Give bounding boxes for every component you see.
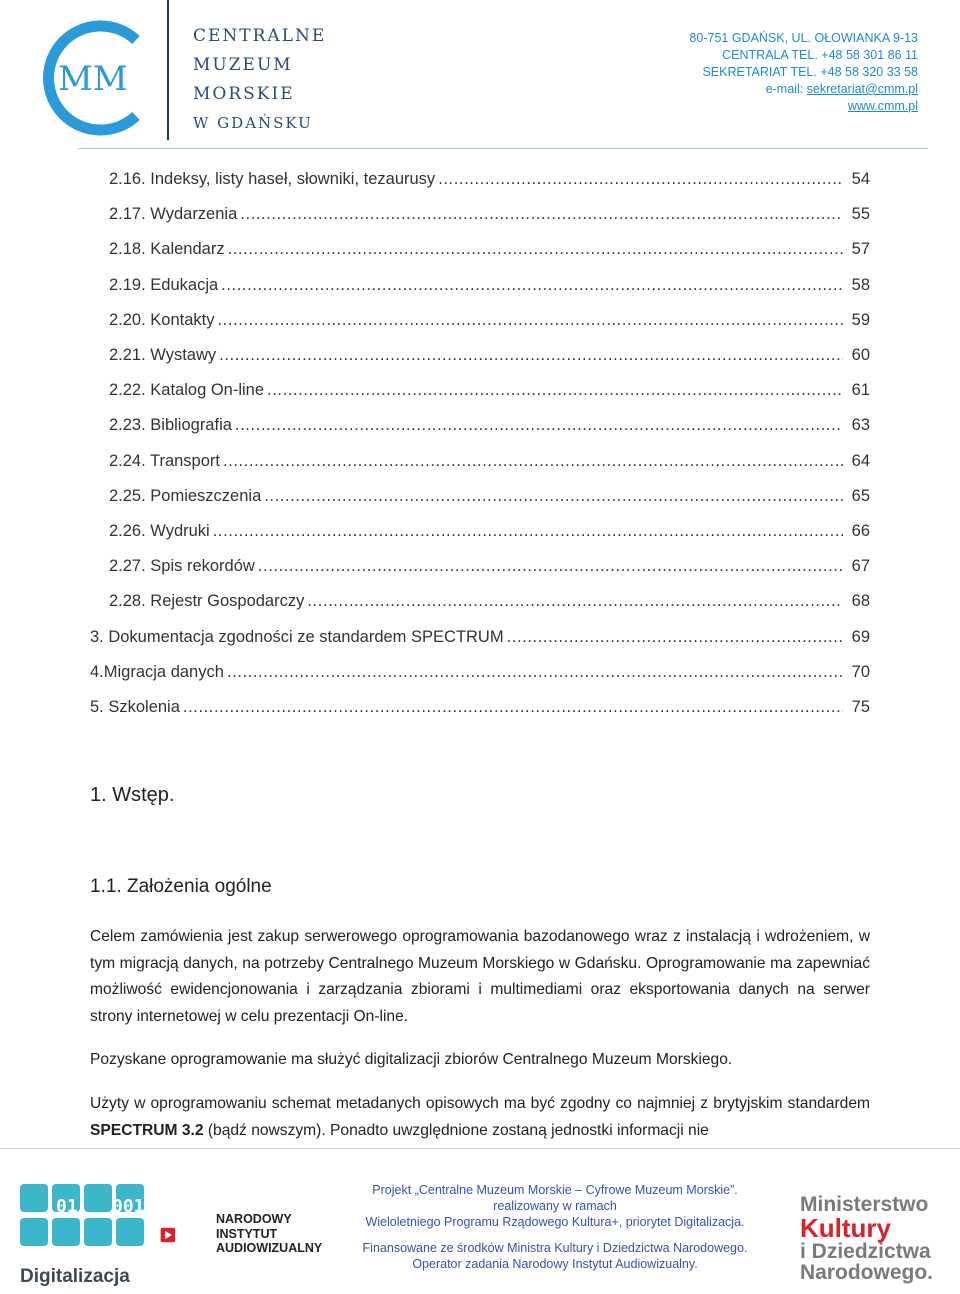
- project-line: Projekt „Centralne Muzeum Morskie – Cyfrowe Muzeum Morskie”.: [372, 1183, 738, 1197]
- contact-info: [689, 30, 918, 115]
- toc-leader-dots: [264, 487, 843, 506]
- toc-leader-dots: [228, 240, 843, 259]
- toc-leader-dots: [219, 346, 843, 365]
- toc-entry-page: 67: [851, 557, 870, 576]
- digit-label: Digitalizacja: [20, 1266, 130, 1287]
- toc-leader-dots: [240, 205, 843, 224]
- toc-entry-label: 2.16. Indeksy, listy haseł, słowniki, tezaurusy: [109, 170, 436, 188]
- museum-name-line: W GDAŃSKU: [193, 114, 313, 132]
- museum-name-line: MORSKIE: [193, 84, 295, 104]
- toc-leader-dots: [307, 592, 843, 611]
- paragraph-2: Pozyskane oprogramowanie ma służyć digitalizacji zbiorów Centralnego Muzeum Morskiego.: [90, 1051, 733, 1068]
- project-line: realizowany w ramach: [493, 1199, 617, 1213]
- nina-line: AUDIOWIZUALNY: [216, 1241, 323, 1255]
- subsection-heading: 1.1. Założenia ogólne: [90, 876, 272, 897]
- email-link[interactable]: sekretariat@cmm.pl: [806, 82, 918, 96]
- header-divider: [78, 148, 928, 149]
- toc-entry[interactable]: [109, 592, 870, 622]
- museum-name: [193, 22, 326, 138]
- toc-entry-label: 2.26. Wydruki: [109, 522, 210, 540]
- toc-leader-dots: [267, 381, 843, 400]
- paragraph-3-bold: SPECTRUM 3.2: [90, 1121, 204, 1139]
- nina-line: NARODOWY: [216, 1212, 292, 1226]
- toc-entry-label: 2.28. Rejestr Gospodarczy: [109, 592, 305, 611]
- museum-name-line: CENTRALNE: [193, 26, 327, 46]
- paragraph-3-text-end: (bądź nowszym). Ponadto uwzględnione zostaną jednostki informacji nie: [203, 1121, 709, 1139]
- toc-entry-label: 2.25. Pomieszczenia: [109, 486, 262, 505]
- toc-entry-label: 2.23. Bibliografia: [109, 416, 232, 435]
- address: 80-751 GDAŃSK, UL. OŁOWIANKA 9-13: [689, 31, 918, 45]
- website-link[interactable]: www.cmm.pl: [847, 99, 918, 113]
- website-line: [689, 98, 918, 115]
- toc-entry-page: 64: [851, 451, 870, 470]
- toc-entry[interactable]: [90, 628, 870, 658]
- toc-leader-dots: [227, 663, 843, 682]
- toc-leader-dots: [235, 416, 843, 435]
- toc-entry-page: 57: [851, 240, 870, 259]
- ministry-line: i Dziedzictwa: [800, 1240, 931, 1263]
- toc-entry[interactable]: [90, 698, 870, 728]
- digitalizacja-logo-icon: [18, 1182, 148, 1287]
- toc-entry[interactable]: [109, 346, 870, 376]
- toc-entry-page: 63: [851, 416, 870, 435]
- ministry-logo: [800, 1194, 933, 1283]
- toc-entry-page: 58: [851, 275, 870, 294]
- toc-entry-page: 54: [851, 170, 870, 188]
- email-line: [689, 81, 918, 98]
- toc-entry[interactable]: [109, 557, 870, 587]
- toc-entry-page: 70: [851, 662, 870, 681]
- ministry-line: Ministerstwo: [800, 1193, 929, 1216]
- project-info: [335, 1182, 775, 1272]
- toc-entry[interactable]: [109, 240, 870, 270]
- nina-name: [216, 1212, 322, 1256]
- toc-entry-page: 69: [851, 627, 870, 646]
- toc-entry[interactable]: [109, 522, 870, 552]
- toc-leader-dots: [438, 170, 843, 189]
- toc-entry[interactable]: [109, 381, 870, 411]
- toc-entry-label: 2.20. Kontakty: [109, 310, 215, 329]
- logo-divider: [167, 0, 169, 140]
- toc-entry-page: 66: [851, 522, 870, 540]
- project-line: Wieloletniego Programu Rządowego Kultura+, priorytet Digitalizacja.: [365, 1215, 745, 1229]
- toc-entry-label: 3. Dokumentacja zgodności ze standardem SPECTRUM: [90, 627, 504, 646]
- email-label: e-mail:: [765, 82, 807, 96]
- toc-entry-label: 2.24. Transport: [109, 451, 220, 470]
- toc-entry-label: 2.17. Wydarzenia: [109, 205, 238, 224]
- toc-entry-label: 2.27. Spis rekordów: [109, 557, 255, 576]
- central-phone: CENTRALA TEL. +48 58 301 86 11: [722, 48, 918, 62]
- toc-entry[interactable]: [109, 205, 870, 235]
- paragraph-1: Celem zamówienia jest zakup serwerowego oprogramowania bazodanowego wraz z instalacją i wdrożeniem, w tym migracją danych, na potrzeby Centralnego Muzeum Morskiego w Gdańsku. Oprogramowanie ma zapewniać możliwość ewidencjonowania i zarządzania zbiorami i multimediami oraz eksportowania danych na serwer strony internetowej w celu prezentacji On-line.: [90, 928, 870, 1025]
- toc-entry[interactable]: [90, 663, 870, 693]
- toc-leader-dots: [183, 698, 843, 717]
- section-heading: 1. Wstęp.: [90, 784, 175, 806]
- toc-entry-label: 2.22. Katalog On-line: [109, 381, 265, 400]
- secretariat-phone: SEKRETARIAT TEL. +48 58 320 33 58: [702, 65, 918, 79]
- digit-code: 01: [56, 1196, 78, 1217]
- toc-entry-page: 75: [851, 698, 870, 716]
- toc-entry-label: 5. Szkolenia: [90, 698, 180, 716]
- logo-letters: MM: [58, 59, 128, 99]
- toc-entry-page: 59: [851, 310, 870, 329]
- toc-entry-page: 55: [851, 205, 870, 224]
- toc-entry[interactable]: [109, 311, 870, 341]
- museum-name-line: MUZEUM: [193, 55, 293, 75]
- toc-entry-page: 68: [851, 592, 870, 611]
- paragraph-3-text: Użyty w oprogramowaniu schemat metadanych opisowych ma być zgodny co najmniej z brytyjskim standardem: [90, 1095, 870, 1112]
- toc-entry-page: 65: [851, 486, 870, 505]
- toc-leader-dots: [218, 311, 844, 330]
- toc-entry[interactable]: [109, 487, 870, 517]
- toc-entry[interactable]: [109, 416, 870, 446]
- ministry-line: Narodowego.: [800, 1261, 934, 1284]
- funding-line: Finansowane ze środków Ministra Kultury i Dziedzictwa Narodowego.: [362, 1241, 748, 1255]
- toc-leader-dots: [221, 276, 843, 295]
- ministry-line: Kultury: [800, 1213, 891, 1243]
- digit-code: 001: [112, 1196, 145, 1217]
- toc-leader-dots: [258, 557, 843, 576]
- toc-entry-label: 4.Migracja danych: [90, 662, 224, 681]
- museum-logo-icon: [36, 18, 156, 138]
- paragraph-3: [90, 1091, 870, 1144]
- toc-entry[interactable]: [109, 452, 870, 482]
- toc-leader-dots: [223, 452, 843, 471]
- toc-leader-dots: [507, 628, 843, 647]
- page-header: [0, 0, 960, 152]
- nina-line: INSTYTUT: [216, 1226, 278, 1241]
- toc-entry[interactable]: [109, 170, 870, 200]
- toc-entry-label: 2.18. Kalendarz: [109, 240, 225, 259]
- footer-divider: [0, 1148, 960, 1149]
- funding-line: Operator zadania Narodowy Instytut Audiowizualny.: [412, 1257, 698, 1271]
- toc-entry-label: 2.21. Wystawy: [109, 346, 217, 364]
- toc-entry[interactable]: [109, 276, 870, 306]
- toc-leader-dots: [213, 522, 843, 541]
- toc-entry-page: 60: [851, 346, 870, 364]
- toc-entry-label: 2.19. Edukacja: [109, 275, 219, 294]
- nina-logo-icon: [160, 1210, 212, 1260]
- toc-entry-page: 61: [851, 381, 870, 400]
